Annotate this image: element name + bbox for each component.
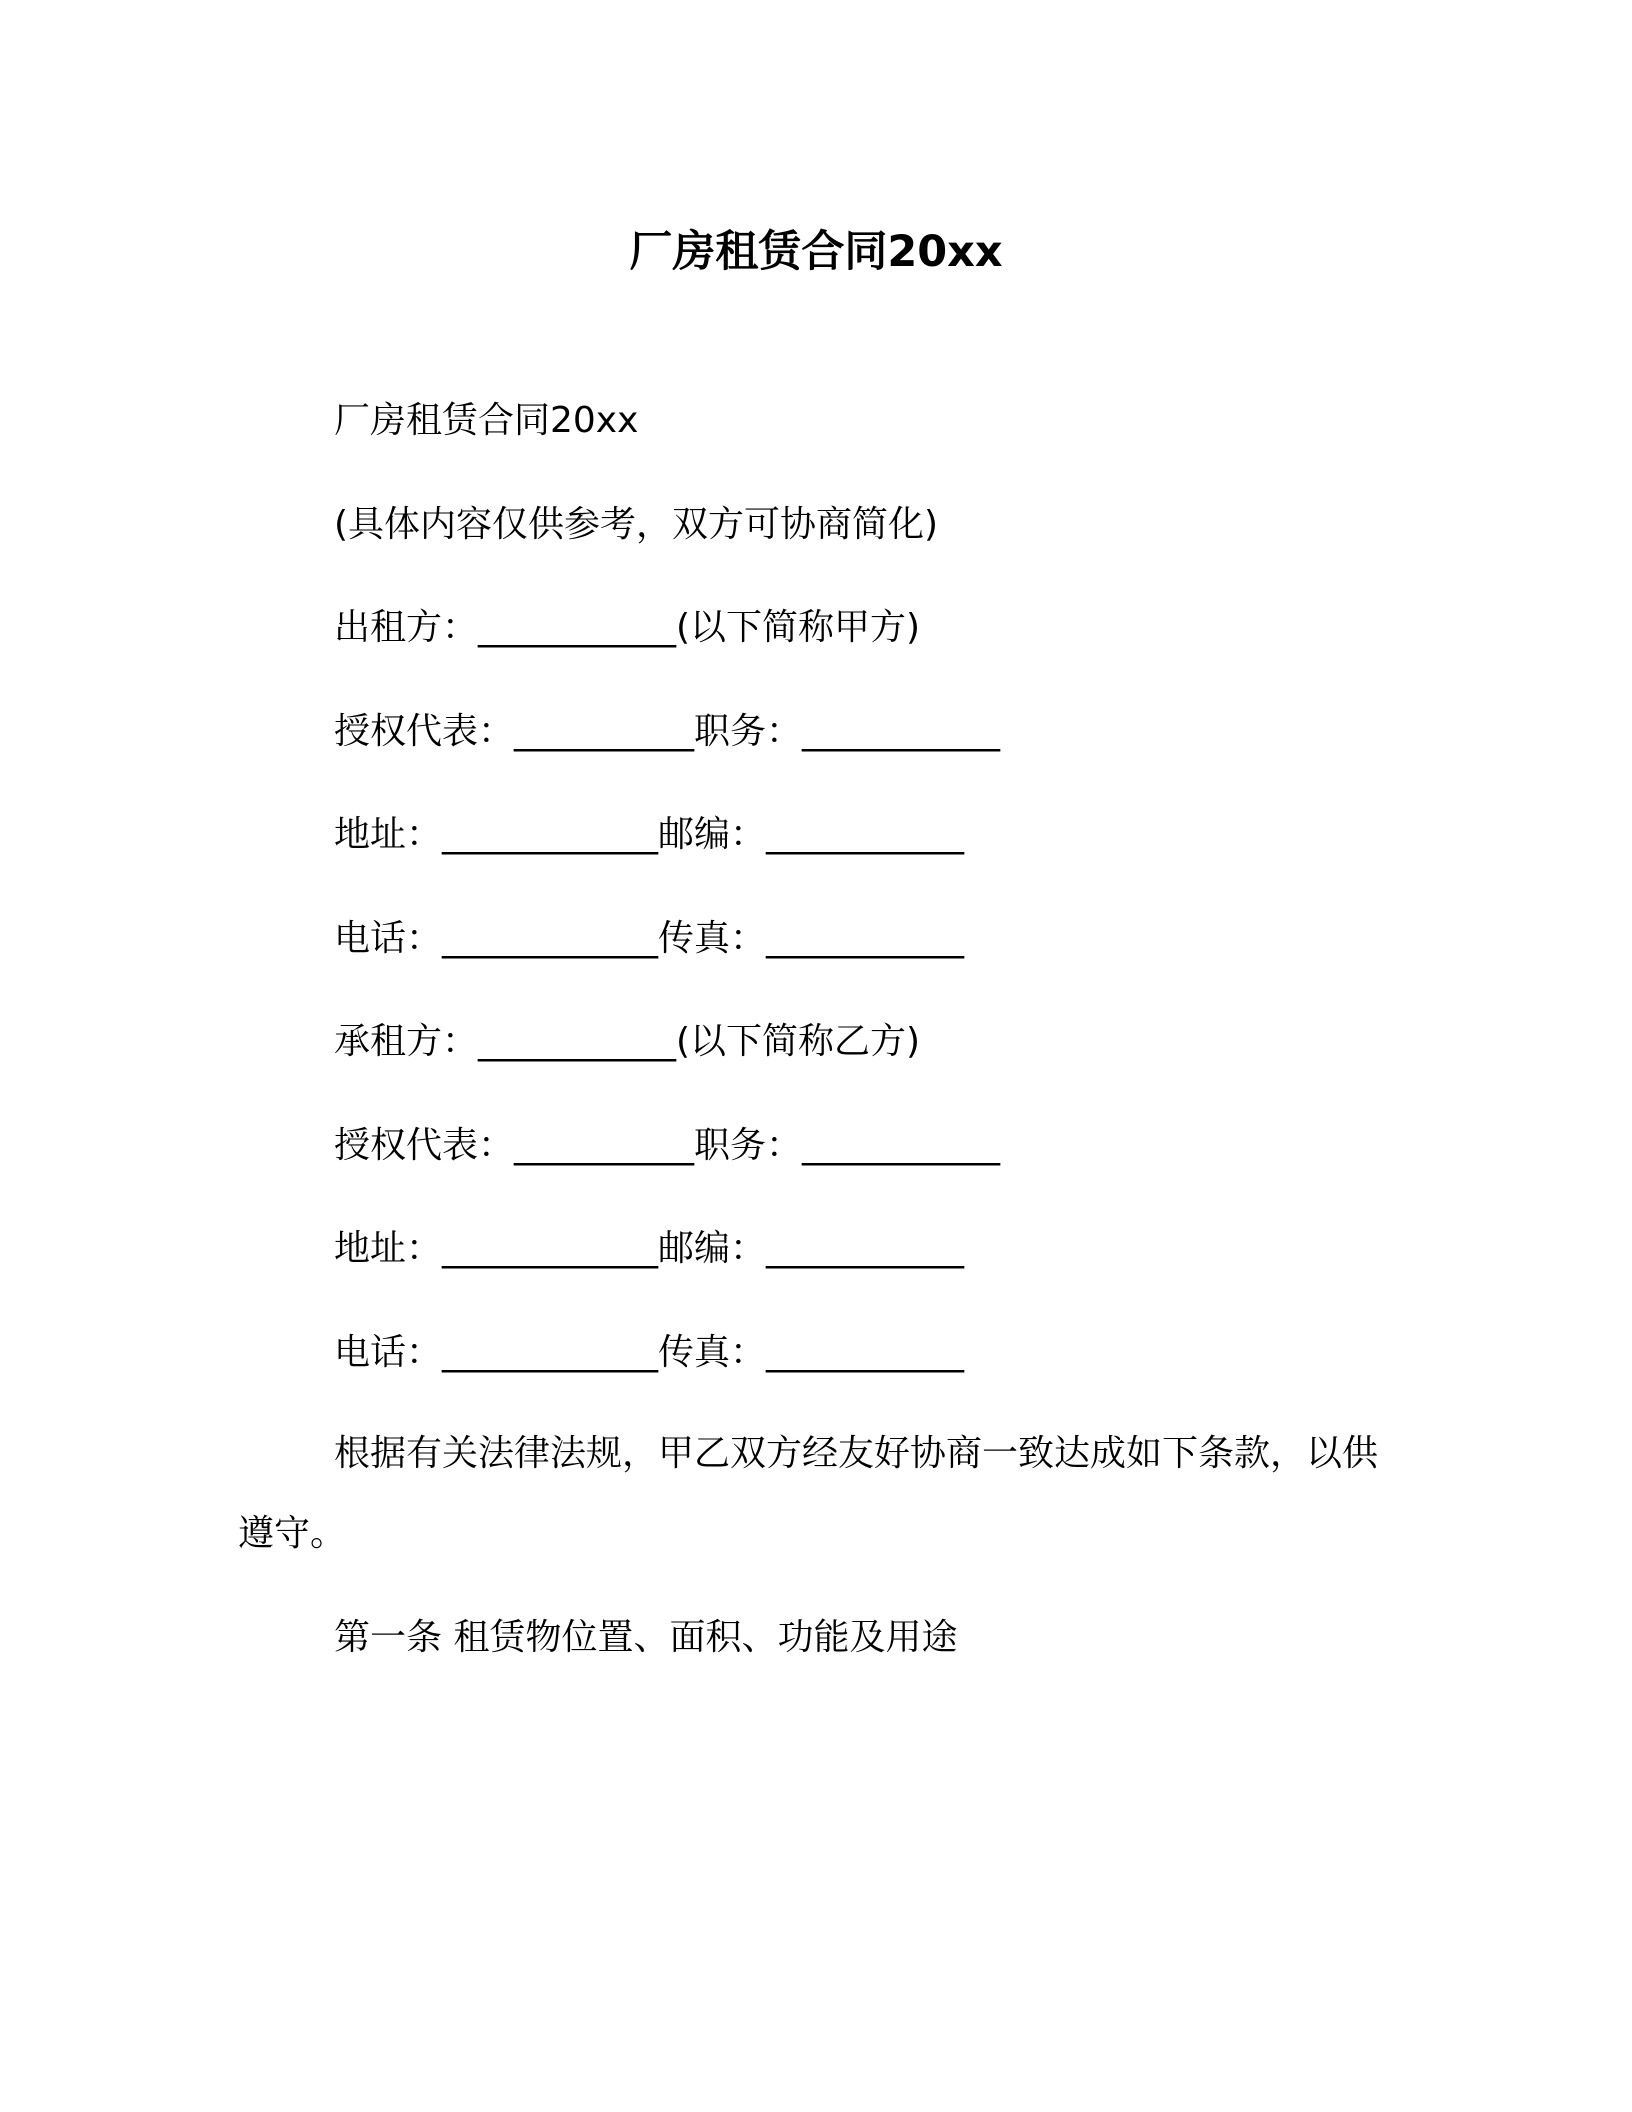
lessor-phone-line: 电话：____________传真：___________ (334, 918, 965, 959)
preamble-paragraph: 根据有关法律法规，甲乙双方经友好协商一致达成如下条款，以供遵守。 (238, 1433, 1379, 1554)
lessor-address-line: 地址：____________邮编：___________ (334, 814, 965, 855)
lessee-party-line: 承租方：___________(以下简称乙方) (334, 1021, 921, 1062)
lessee-representative-line: 授权代表：__________职务：___________ (334, 1125, 1001, 1166)
document-title: 厂房租赁合同20xx (629, 227, 1003, 277)
article-1-heading: 第一条 租赁物位置、面积、功能及用途 (334, 1617, 958, 1658)
contract-subtitle: 厂房租赁合同20xx (334, 400, 639, 441)
lessor-party-line: 出租方：___________(以下简称甲方) (334, 607, 921, 648)
reference-note: (具体内容仅供参考，双方可协商简化) (334, 504, 939, 545)
lessor-representative-line: 授权代表：__________职务：___________ (334, 711, 1001, 752)
lessee-address-line: 地址：____________邮编：___________ (334, 1228, 965, 1269)
lessee-phone-line: 电话：____________传真：___________ (334, 1332, 965, 1373)
